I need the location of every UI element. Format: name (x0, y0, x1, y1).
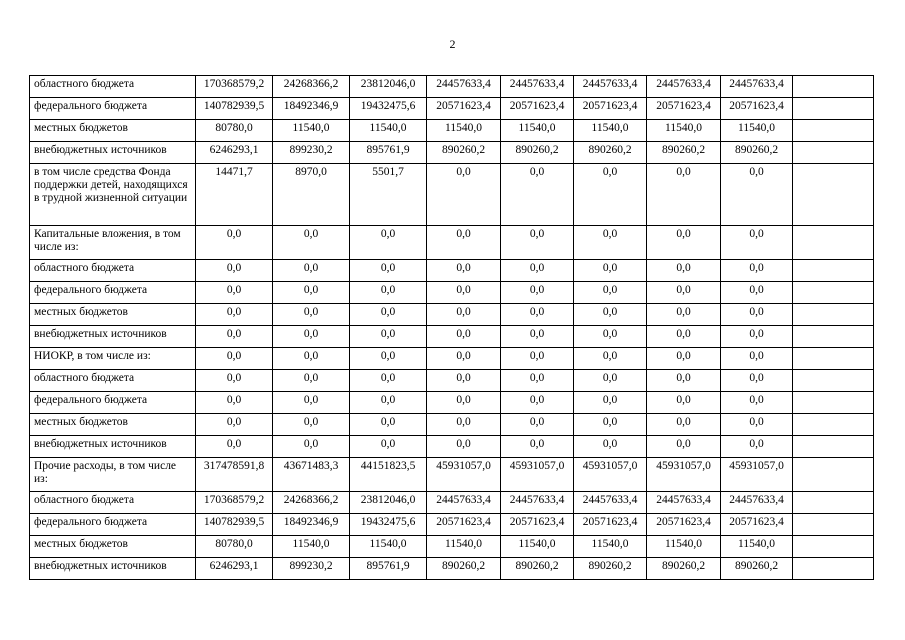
empty-cell (793, 326, 874, 348)
value-cell: 0,0 (196, 282, 273, 304)
value-cell: 0,0 (501, 260, 574, 282)
value-cell: 5501,7 (350, 164, 427, 226)
value-cell: 24268366,2 (273, 492, 350, 514)
value-cell: 0,0 (350, 370, 427, 392)
value-cell: 140782939,5 (196, 514, 273, 536)
value-cell: 895761,9 (350, 558, 427, 580)
value-cell: 0,0 (196, 348, 273, 370)
value-cell: 11540,0 (574, 120, 647, 142)
row-label: федерального бюджета (30, 282, 196, 304)
row-label: в том числе средства Фонда поддержки детей, находящихся в трудной жизненной ситуации (30, 164, 196, 226)
empty-cell (793, 142, 874, 164)
empty-cell (793, 226, 874, 260)
value-cell: 0,0 (574, 260, 647, 282)
value-cell: 0,0 (721, 370, 793, 392)
value-cell: 11540,0 (273, 120, 350, 142)
value-cell: 0,0 (196, 370, 273, 392)
value-cell: 0,0 (647, 226, 721, 260)
value-cell: 11540,0 (427, 120, 501, 142)
value-cell: 0,0 (427, 282, 501, 304)
budget-table (29, 75, 874, 580)
value-cell: 0,0 (721, 348, 793, 370)
value-cell: 0,0 (647, 164, 721, 226)
value-cell: 11540,0 (273, 536, 350, 558)
value-cell: 0,0 (647, 348, 721, 370)
value-cell: 18492346,9 (273, 514, 350, 536)
value-cell: 0,0 (427, 414, 501, 436)
row-label: внебюджетных источников (30, 142, 196, 164)
value-cell: 0,0 (721, 260, 793, 282)
empty-cell (793, 492, 874, 514)
value-cell: 20571623,4 (427, 98, 501, 120)
value-cell: 80780,0 (196, 536, 273, 558)
value-cell: 0,0 (273, 348, 350, 370)
value-cell: 20571623,4 (647, 514, 721, 536)
value-cell: 0,0 (196, 304, 273, 326)
value-cell: 0,0 (501, 370, 574, 392)
value-cell: 140782939,5 (196, 98, 273, 120)
table-row (30, 120, 874, 142)
value-cell: 24457633,4 (574, 76, 647, 98)
value-cell: 0,0 (273, 326, 350, 348)
value-cell: 0,0 (647, 260, 721, 282)
value-cell: 0,0 (196, 414, 273, 436)
value-cell: 0,0 (647, 436, 721, 458)
row-label: Капитальные вложения, в том числе из: (30, 226, 196, 260)
value-cell: 0,0 (273, 370, 350, 392)
value-cell: 0,0 (574, 226, 647, 260)
value-cell: 890260,2 (574, 142, 647, 164)
value-cell: 0,0 (574, 304, 647, 326)
value-cell: 0,0 (501, 436, 574, 458)
table-row (30, 282, 874, 304)
value-cell: 0,0 (647, 304, 721, 326)
value-cell: 24457633,4 (427, 76, 501, 98)
table-row (30, 98, 874, 120)
value-cell: 24457633,4 (574, 492, 647, 514)
value-cell: 0,0 (501, 326, 574, 348)
value-cell: 0,0 (427, 260, 501, 282)
value-cell: 43671483,3 (273, 458, 350, 492)
value-cell: 890260,2 (721, 142, 793, 164)
value-cell: 14471,7 (196, 164, 273, 226)
value-cell: 0,0 (574, 370, 647, 392)
table-row (30, 436, 874, 458)
value-cell: 0,0 (574, 164, 647, 226)
value-cell: 899230,2 (273, 558, 350, 580)
value-cell: 0,0 (273, 304, 350, 326)
value-cell: 0,0 (273, 436, 350, 458)
value-cell: 24457633,4 (501, 492, 574, 514)
value-cell: 0,0 (721, 226, 793, 260)
table-row (30, 370, 874, 392)
table-row (30, 348, 874, 370)
table-row (30, 164, 874, 226)
empty-cell (793, 76, 874, 98)
value-cell: 899230,2 (273, 142, 350, 164)
value-cell: 0,0 (647, 392, 721, 414)
table-row (30, 536, 874, 558)
value-cell: 24457633,4 (721, 492, 793, 514)
value-cell: 890260,2 (501, 142, 574, 164)
value-cell: 0,0 (721, 304, 793, 326)
value-cell: 0,0 (196, 326, 273, 348)
row-label: федерального бюджета (30, 392, 196, 414)
value-cell: 11540,0 (721, 536, 793, 558)
empty-cell (793, 414, 874, 436)
empty-cell (793, 348, 874, 370)
value-cell: 20571623,4 (501, 98, 574, 120)
value-cell: 890260,2 (501, 558, 574, 580)
table-row (30, 558, 874, 580)
value-cell: 11540,0 (574, 536, 647, 558)
row-label: местных бюджетов (30, 120, 196, 142)
value-cell: 11540,0 (647, 536, 721, 558)
page-number: 2 (449, 37, 456, 51)
value-cell: 6246293,1 (196, 142, 273, 164)
value-cell: 0,0 (427, 326, 501, 348)
row-label: местных бюджетов (30, 414, 196, 436)
value-cell: 0,0 (350, 304, 427, 326)
value-cell: 20571623,4 (427, 514, 501, 536)
row-label: областного бюджета (30, 370, 196, 392)
value-cell: 0,0 (350, 392, 427, 414)
table-row (30, 304, 874, 326)
table-row (30, 226, 874, 260)
value-cell: 0,0 (273, 282, 350, 304)
value-cell: 890260,2 (721, 558, 793, 580)
value-cell: 45931057,0 (427, 458, 501, 492)
value-cell: 11540,0 (350, 536, 427, 558)
value-cell: 0,0 (350, 436, 427, 458)
row-label: федерального бюджета (30, 98, 196, 120)
value-cell: 0,0 (273, 260, 350, 282)
row-label: Прочие расходы, в том числе из: (30, 458, 196, 492)
empty-cell (793, 558, 874, 580)
value-cell: 0,0 (427, 436, 501, 458)
empty-cell (793, 514, 874, 536)
value-cell: 24457633,4 (721, 76, 793, 98)
value-cell: 44151823,5 (350, 458, 427, 492)
value-cell: 23812046,0 (350, 76, 427, 98)
empty-cell (793, 392, 874, 414)
empty-cell (793, 370, 874, 392)
value-cell: 11540,0 (647, 120, 721, 142)
value-cell: 0,0 (574, 436, 647, 458)
value-cell: 0,0 (721, 164, 793, 226)
value-cell: 0,0 (196, 436, 273, 458)
value-cell: 45931057,0 (721, 458, 793, 492)
value-cell: 0,0 (350, 260, 427, 282)
value-cell: 890260,2 (574, 558, 647, 580)
value-cell: 0,0 (647, 414, 721, 436)
table-row (30, 392, 874, 414)
value-cell: 0,0 (350, 282, 427, 304)
value-cell: 45931057,0 (647, 458, 721, 492)
table-row (30, 142, 874, 164)
value-cell: 0,0 (501, 164, 574, 226)
value-cell: 0,0 (350, 326, 427, 348)
value-cell: 23812046,0 (350, 492, 427, 514)
value-cell: 24457633,4 (647, 492, 721, 514)
value-cell: 11540,0 (721, 120, 793, 142)
value-cell: 317478591,8 (196, 458, 273, 492)
value-cell: 0,0 (721, 436, 793, 458)
row-label: местных бюджетов (30, 536, 196, 558)
row-label: областного бюджета (30, 492, 196, 514)
value-cell: 0,0 (721, 392, 793, 414)
value-cell: 0,0 (501, 348, 574, 370)
value-cell: 20571623,4 (721, 98, 793, 120)
row-label: НИОКР, в том числе из: (30, 348, 196, 370)
value-cell: 0,0 (350, 348, 427, 370)
value-cell: 20571623,4 (574, 98, 647, 120)
empty-cell (793, 164, 874, 226)
value-cell: 20571623,4 (721, 514, 793, 536)
table-row (30, 260, 874, 282)
value-cell: 895761,9 (350, 142, 427, 164)
empty-cell (793, 282, 874, 304)
value-cell: 0,0 (196, 260, 273, 282)
row-label: областного бюджета (30, 260, 196, 282)
value-cell: 80780,0 (196, 120, 273, 142)
empty-cell (793, 458, 874, 492)
value-cell: 0,0 (574, 326, 647, 348)
value-cell: 0,0 (501, 282, 574, 304)
row-label: областного бюджета (30, 76, 196, 98)
value-cell: 19432475,6 (350, 514, 427, 536)
value-cell: 0,0 (427, 348, 501, 370)
empty-cell (793, 436, 874, 458)
value-cell: 0,0 (647, 282, 721, 304)
value-cell: 0,0 (721, 414, 793, 436)
value-cell: 0,0 (196, 226, 273, 260)
value-cell: 890260,2 (427, 558, 501, 580)
value-cell: 8970,0 (273, 164, 350, 226)
value-cell: 0,0 (574, 348, 647, 370)
value-cell: 18492346,9 (273, 98, 350, 120)
value-cell: 11540,0 (427, 536, 501, 558)
table-row (30, 458, 874, 492)
value-cell: 890260,2 (647, 558, 721, 580)
value-cell: 890260,2 (427, 142, 501, 164)
value-cell: 0,0 (427, 164, 501, 226)
table-row (30, 326, 874, 348)
value-cell: 20571623,4 (647, 98, 721, 120)
value-cell: 0,0 (574, 414, 647, 436)
row-label: внебюджетных источников (30, 436, 196, 458)
value-cell: 0,0 (273, 392, 350, 414)
value-cell: 170368579,2 (196, 76, 273, 98)
value-cell: 0,0 (721, 326, 793, 348)
value-cell: 24457633,4 (427, 492, 501, 514)
empty-cell (793, 304, 874, 326)
value-cell: 11540,0 (501, 120, 574, 142)
value-cell: 11540,0 (501, 536, 574, 558)
table-row (30, 514, 874, 536)
value-cell: 0,0 (273, 414, 350, 436)
value-cell: 0,0 (501, 304, 574, 326)
value-cell: 0,0 (427, 370, 501, 392)
value-cell: 0,0 (574, 392, 647, 414)
value-cell: 0,0 (427, 304, 501, 326)
table-row (30, 76, 874, 98)
value-cell: 0,0 (350, 226, 427, 260)
row-label: федерального бюджета (30, 514, 196, 536)
value-cell: 0,0 (501, 392, 574, 414)
value-cell: 24268366,2 (273, 76, 350, 98)
value-cell: 0,0 (647, 370, 721, 392)
value-cell: 0,0 (427, 392, 501, 414)
row-label: внебюджетных источников (30, 558, 196, 580)
value-cell: 6246293,1 (196, 558, 273, 580)
value-cell: 0,0 (574, 282, 647, 304)
value-cell: 0,0 (501, 226, 574, 260)
value-cell: 45931057,0 (574, 458, 647, 492)
row-label: местных бюджетов (30, 304, 196, 326)
value-cell: 0,0 (196, 392, 273, 414)
value-cell: 0,0 (647, 326, 721, 348)
value-cell: 890260,2 (647, 142, 721, 164)
value-cell: 0,0 (501, 414, 574, 436)
empty-cell (793, 260, 874, 282)
value-cell: 19432475,6 (350, 98, 427, 120)
empty-cell (793, 536, 874, 558)
empty-cell (793, 98, 874, 120)
value-cell: 24457633,4 (501, 76, 574, 98)
value-cell: 0,0 (350, 414, 427, 436)
value-cell: 20571623,4 (574, 514, 647, 536)
value-cell: 0,0 (273, 226, 350, 260)
table-row (30, 414, 874, 436)
empty-cell (793, 120, 874, 142)
value-cell: 0,0 (427, 226, 501, 260)
table-row (30, 492, 874, 514)
value-cell: 0,0 (721, 282, 793, 304)
value-cell: 24457633,4 (647, 76, 721, 98)
value-cell: 170368579,2 (196, 492, 273, 514)
value-cell: 45931057,0 (501, 458, 574, 492)
value-cell: 20571623,4 (501, 514, 574, 536)
row-label: внебюджетных источников (30, 326, 196, 348)
table-body (30, 76, 874, 580)
value-cell: 11540,0 (350, 120, 427, 142)
